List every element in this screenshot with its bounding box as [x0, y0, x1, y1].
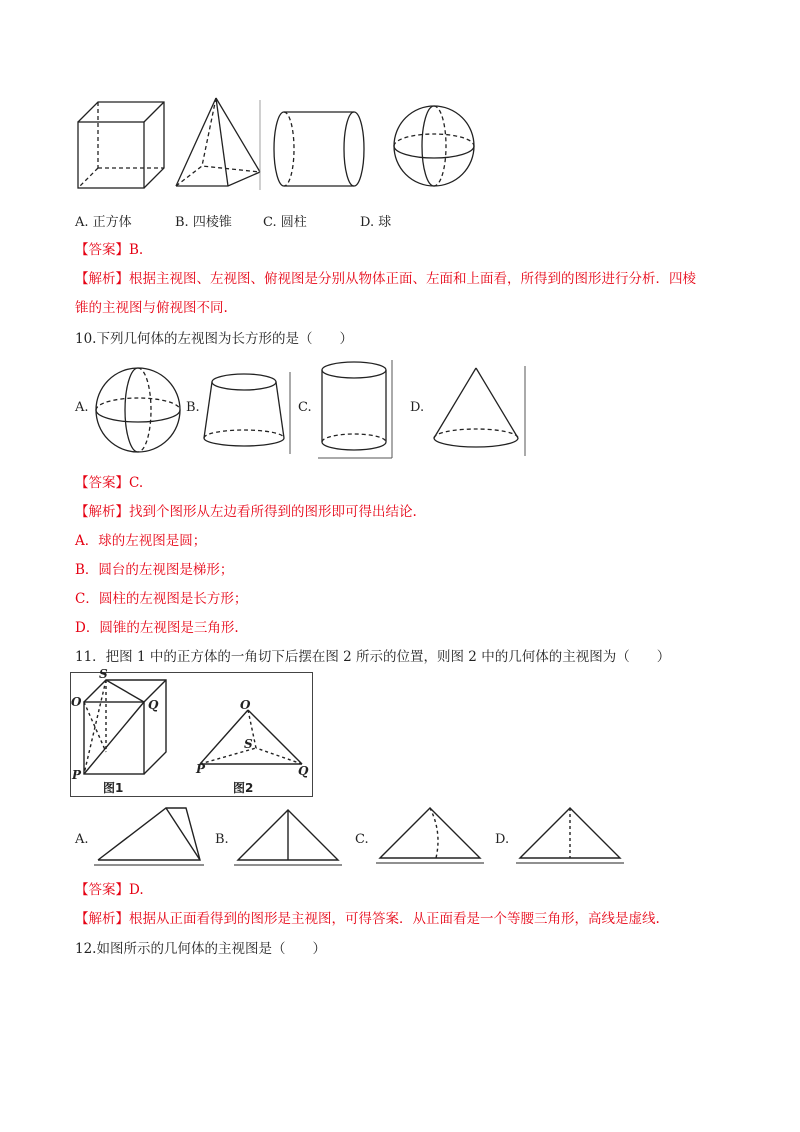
point-label-o: O — [71, 695, 82, 709]
q10-analysis: 【解析】找到个图形从左边看所得到的图形即可得出结论. — [75, 504, 417, 520]
option-b-view — [234, 810, 342, 865]
option-c-view — [376, 808, 484, 863]
q12-question: 12.如图所示的几何体的主视图是（ ） — [75, 941, 326, 957]
cube-figure — [78, 102, 164, 188]
fig1-caption: 图1 — [103, 781, 124, 795]
q11-label-b: B. — [215, 832, 229, 847]
q10-label-c: C. — [298, 400, 312, 415]
q10-item-c: C．圆柱的左视图是长方形； — [75, 591, 248, 607]
cylinder-figure — [318, 360, 392, 458]
pyramid-figure — [176, 98, 260, 190]
sphere-figure — [96, 368, 180, 452]
point-label-p2: P — [196, 762, 206, 776]
cone-figure — [434, 366, 525, 456]
point-label-s: S — [99, 667, 108, 681]
cylinder-figure — [274, 112, 364, 186]
q9-analysis-line2: 锥的主视图与俯视图不同. — [75, 300, 228, 316]
q9-option-d: D. 球 — [360, 215, 392, 230]
q11-label-a: A. — [75, 832, 89, 847]
fig2-caption: 图2 — [233, 781, 254, 795]
q11-label-d: D. — [495, 832, 510, 847]
q10-figures — [88, 358, 528, 463]
q9-figures — [70, 90, 480, 200]
q10-item-a: A．球的左视图是圆； — [75, 533, 207, 549]
fig1-cube — [84, 680, 166, 774]
option-a-view — [94, 808, 204, 865]
q10-label-b: B. — [186, 400, 200, 415]
q10-item-d: D．圆锥的左视图是三角形. — [75, 620, 239, 636]
point-label-q2: Q — [298, 764, 309, 778]
point-label-q: Q — [148, 698, 159, 712]
q11-analysis: 【解析】根据从正面看得到的图形是主视图，可得答案．从正面看是一个等腰三角形，高线是虚线. — [75, 911, 660, 927]
sphere-figure — [394, 106, 474, 186]
q10-answer: 【答案】C. — [75, 475, 144, 491]
frustum-figure — [204, 372, 290, 454]
q11-label-c: C. — [355, 832, 369, 847]
q9-answer: 【答案】B. — [75, 242, 144, 258]
q11-answer: 【答案】D. — [75, 882, 144, 898]
q11-question: 11．把图 1 中的正方体的一角切下后摆在图 2 所示的位置，则图 2 中的几何体的主视图为（ ） — [75, 649, 671, 665]
q10-item-b: B．圆台的左视图是梯形； — [75, 562, 234, 578]
point-label-p: P — [72, 768, 82, 782]
point-label-s2: S — [244, 737, 253, 751]
option-d-view — [516, 808, 624, 863]
point-label-o2: O — [240, 698, 251, 712]
q10-label-a: A. — [75, 400, 89, 415]
q10-label-d: D. — [410, 400, 425, 415]
q9-analysis-line1: 【解析】根据主视图、左视图、俯视图是分别从物体正面、左面和上面看，所得到的图形进行分析．四棱 — [75, 271, 696, 287]
q11-option-figures — [90, 800, 630, 870]
q9-option-b: B. 四棱锥 — [175, 215, 232, 230]
q9-option-c: C. 圆柱 — [263, 215, 307, 230]
q9-option-a: A. 正方体 — [75, 215, 132, 230]
q10-question: 10.下列几何体的左视图为长方形的是（ ） — [75, 331, 353, 347]
